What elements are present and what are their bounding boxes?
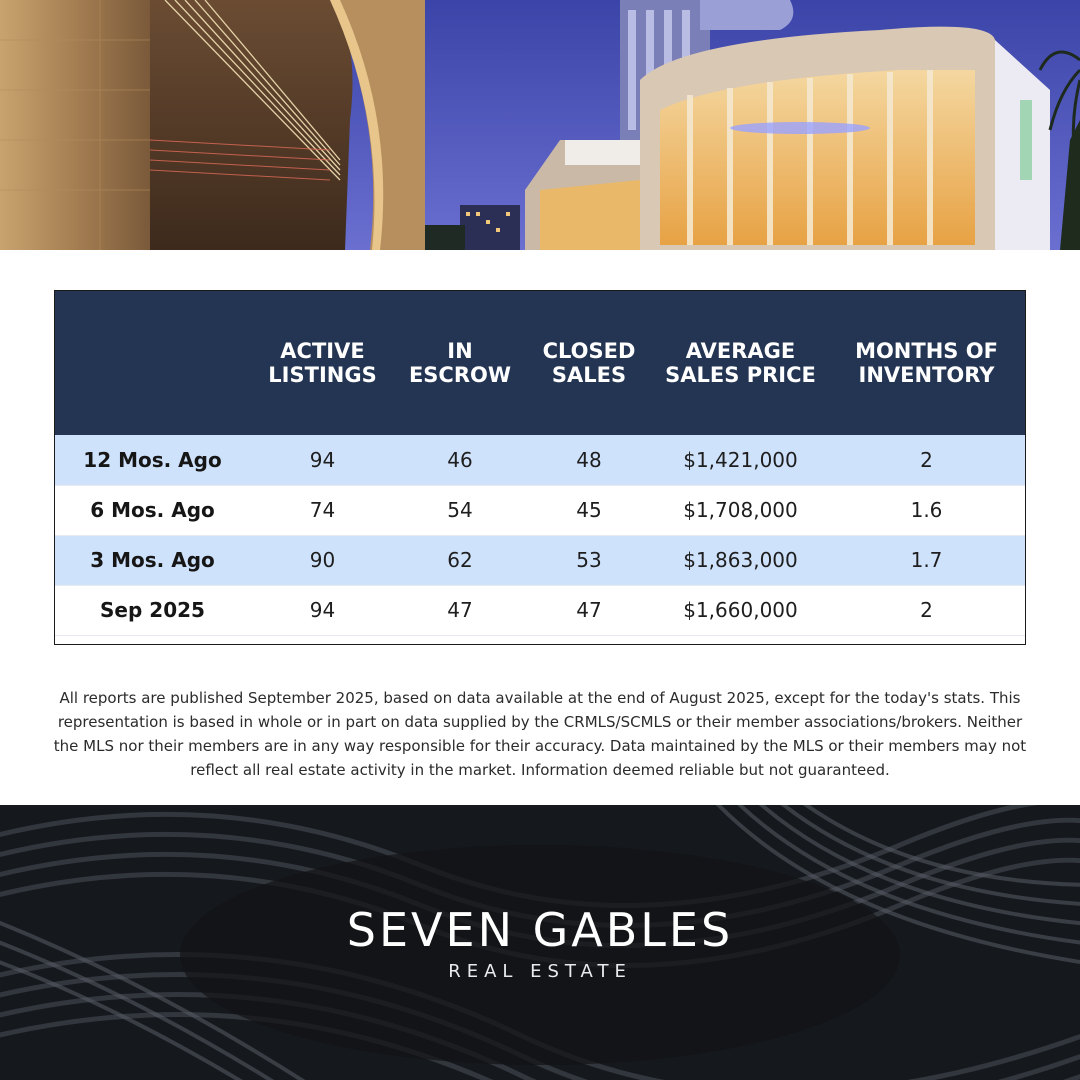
- months-of-inventory-value: 1.6: [910, 498, 943, 522]
- average-sales-price-value: $1,863,000: [683, 548, 798, 572]
- closed-sales-value: 53: [576, 548, 602, 572]
- months-of-inventory-value: 2: [920, 598, 933, 622]
- in-escrow-value: 62: [447, 548, 473, 572]
- closed-sales-value: 48: [576, 447, 602, 472]
- header-in-escrow: IN ESCROW: [408, 339, 512, 387]
- active-listings-value: 74: [309, 498, 336, 522]
- active-listings-value: 94: [309, 598, 336, 622]
- header-months-of-inventory: MONTHS OF INVENTORY: [855, 339, 998, 387]
- in-escrow-value: 47: [447, 598, 473, 622]
- table-row: [55, 435, 1025, 485]
- row-label: 3 Mos. Ago: [90, 548, 215, 572]
- in-escrow-value: 46: [447, 447, 473, 472]
- average-sales-price-value: $1,660,000: [683, 598, 798, 622]
- hero-photo: [0, 0, 1080, 250]
- months-of-inventory-value: 2: [920, 447, 933, 472]
- brand-logo: [0, 903, 1080, 983]
- brand-tagline: REAL ESTATE: [448, 961, 632, 982]
- months-of-inventory-value: 1.7: [910, 548, 943, 572]
- table-row: [55, 485, 1025, 535]
- market-stats-table: [54, 290, 1026, 645]
- header-empty: [55, 291, 250, 435]
- average-sales-price-value: $1,708,000: [683, 498, 798, 522]
- closed-sales-value: 47: [576, 598, 602, 622]
- closed-sales-value: 45: [576, 498, 602, 522]
- row-label: Sep 2025: [100, 598, 205, 622]
- row-label: 6 Mos. Ago: [90, 498, 215, 522]
- in-escrow-value: 54: [447, 498, 473, 522]
- disclaimer-text: All reports are published September 2025, based on data available at the end of August 2025, except for the today's stats. This representation is based in whole or in part on data supplied by the CRMLS/SCMLS or their member associations/brokers. Neither the MLS nor their members are in any way responsible for their accuracy. Data maintained by the MLS or their members may not reflect all real estate activity in the market. Information deemed reliable but not guaranteed.: [53, 689, 1027, 779]
- average-sales-price-value: $1,421,000: [683, 447, 798, 472]
- active-listings-value: 90: [309, 548, 336, 572]
- brand-name: SEVEN GABLES: [346, 903, 734, 957]
- brand-footer: [0, 805, 1080, 1080]
- table-header-row: [55, 291, 1025, 435]
- header-closed-sales: CLOSED SALES: [542, 339, 636, 387]
- table-row: [55, 535, 1025, 585]
- table-row: [55, 585, 1025, 635]
- active-listings-value: 94: [309, 447, 336, 472]
- header-average-sales-price: AVERAGE SALES PRICE: [665, 339, 816, 387]
- header-active-listings: ACTIVE LISTINGS: [268, 339, 377, 387]
- row-label: 12 Mos. Ago: [83, 447, 222, 472]
